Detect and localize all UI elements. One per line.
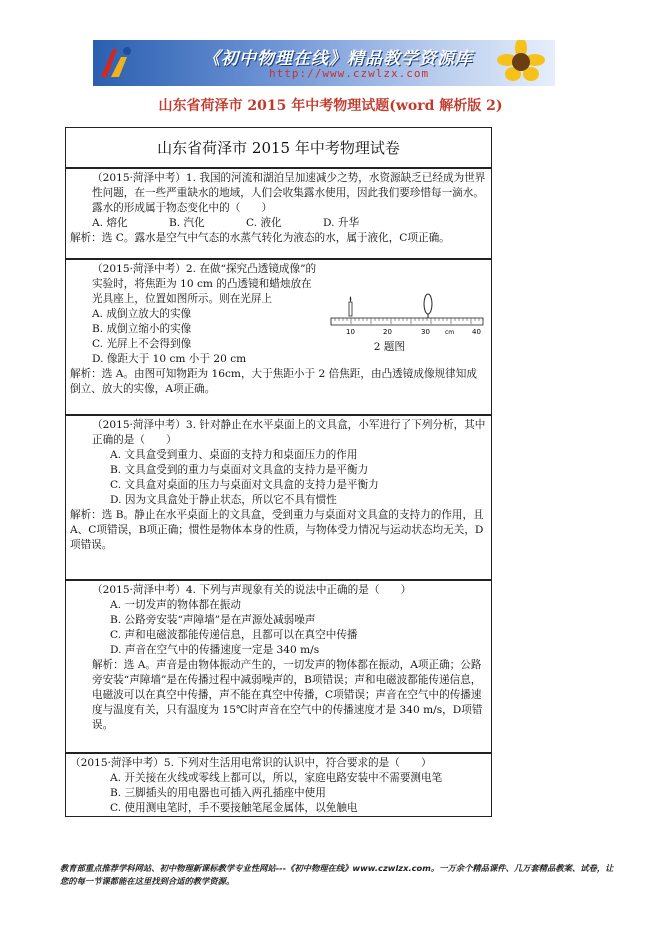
question-2-analysis: 解析：选 A。由图可知物距为 16cm，大于焦距小于 2 倍焦距，由凸透镜成像规律知成倒立、放大的实像，A项正确。 <box>70 368 477 395</box>
option: A. 熔化 <box>92 217 128 229</box>
document-subtitle: 山东省荷泽市 2015 年中考物理试题(word 解析版 2) <box>158 98 503 114</box>
question-4 <box>65 580 492 753</box>
option: D. 因为文具盒处于静止状态，所以它不具有惯性 <box>110 494 337 506</box>
option: B. 公路旁安装“声障墙”是在声源处减弱噪声 <box>110 614 316 626</box>
option: A. 文具盒受到重力、桌面的支持力和桌面压力的作用 <box>110 449 358 461</box>
tick-label: cm <box>445 329 455 336</box>
optical-bench-figure <box>327 288 487 346</box>
tick-label: 30 <box>421 328 430 336</box>
site-logo-icon <box>97 43 135 81</box>
banner-title: 《初中物理在线》精品教学资源库 <box>203 49 473 69</box>
candle-icon <box>349 302 352 316</box>
banner-url[interactable]: http://www.czwlzx.com <box>269 67 430 80</box>
site-banner <box>93 40 555 86</box>
question-5-stem: （2015·菏泽中考）5. 下列对生活用电常识的认识中，符合要求的是（ ） <box>70 757 432 769</box>
question-3 <box>65 415 492 580</box>
figure-caption: 2 题图 <box>373 341 405 353</box>
question-3-analysis: 解析：选 B。静止在水平桌面上的文具盒，受到重力与桌面对文具盒的支持力的作用，且 A、C项错误，B项正确；惯性是物体本身的性质，与物体受力情况与运动状态均无关，D项错误。 <box>70 509 484 551</box>
question-2-stem-wrap <box>70 262 320 307</box>
tick-label: 40 <box>472 328 481 336</box>
option: C. 文具盒对桌面的压力与桌面对文具盒的支持力是平衡力 <box>110 479 379 491</box>
question-1 <box>65 168 492 259</box>
option: A. 一切发声的物体都在振动 <box>110 599 241 611</box>
question-2 <box>65 259 492 415</box>
option: D. 声音在空气中的传播速度一定是 340 m/s <box>110 644 320 656</box>
option: D. 像距大于 10 cm 小于 20 cm <box>92 353 247 365</box>
option: A. 开关接在火线或零线上都可以，所以，家庭电路安装中不需要测电笔 <box>110 772 443 784</box>
option: B. 三脚插头的用电器也可插入两孔插座中使用 <box>110 787 326 799</box>
paper-title: 山东省荷泽市 2015 年中考物理试卷 <box>65 127 492 168</box>
question-3-stem: （2015·菏泽中考）3. 针对静止在水平桌面上的文具盒，小军进行了下列分析，其中正确的是（ ） <box>92 419 486 446</box>
flame-icon <box>350 296 352 302</box>
question-1-analysis: 解析：选 C。露水是空气中气态的水蒸气转化为液态的水，属于液化，C项正确。 <box>70 232 450 244</box>
page-footer: 教育部重点推荐学科网站、初中物理新课标教学专业性网站---《初中物理在线》www.czwlzx.com。一万余个精品课件、几万套精品教案、试卷，让您的每一节课都能在这里找到合适的教学资源。 <box>60 863 614 886</box>
option: C. 使用测电笔时，手不要接触笔尾金属体，以免触电 <box>110 802 358 814</box>
question-1-stem: （2015·菏泽中考）1. 我国的河流和湖泊呈加速减少之势，水资源缺乏已经成为世界性问题，在一些严重缺水的地域，人们会收集露水使用，因此我们要珍惜每一滴水。露水的形成属于物态变化中的（ ） <box>92 172 486 214</box>
question-5 <box>65 753 492 817</box>
option: C. 液化 <box>246 217 282 229</box>
tick-label: 20 <box>383 328 392 336</box>
sunflower-icon <box>479 40 549 86</box>
option: B. 文具盒受到的重力与桌面对文具盒的支持力是平衡力 <box>110 464 369 476</box>
lens-icon <box>424 294 432 314</box>
tick-label: 10 <box>346 328 355 336</box>
option: C. 声和电磁波都能传递信息，且都可以在真空中传播 <box>110 629 358 641</box>
question-1-options <box>70 216 487 231</box>
question-4-stem: （2015·菏泽中考）4. 下列与声现象有关的说法中正确的是（ ） <box>92 584 412 596</box>
option: C. 光屏上不会得到像 <box>92 338 192 350</box>
option: A. 成倒立放大的实像 <box>92 308 192 320</box>
question-2-stem: （2015·菏泽中考）2. 在做“探究凸透镜成像”的实验时，将焦距为 10 cm 的凸透镜和蜡烛放在光具座上，位置如图所示。则在光屏上 <box>92 263 317 305</box>
option: B. 成倒立缩小的实像 <box>92 323 192 335</box>
option: D. 升华 <box>323 217 360 229</box>
option: B. 汽化 <box>169 217 205 229</box>
question-4-analysis: 解析：选 A。声音是由物体振动产生的，一切发声的物体都在振动，A项正确；公路旁安装“声障墙”是在传播过程中减弱噪声的，B项错误；声和电磁波都能传递信息，电磁波可以在真空中传播，声不能在真空中传播，C项错误；声音在空气中的传播速度与温度有关，只有温度为 15℃时声音在空气中的传播速度才是 340 m/s，D项错误。 <box>92 659 483 731</box>
